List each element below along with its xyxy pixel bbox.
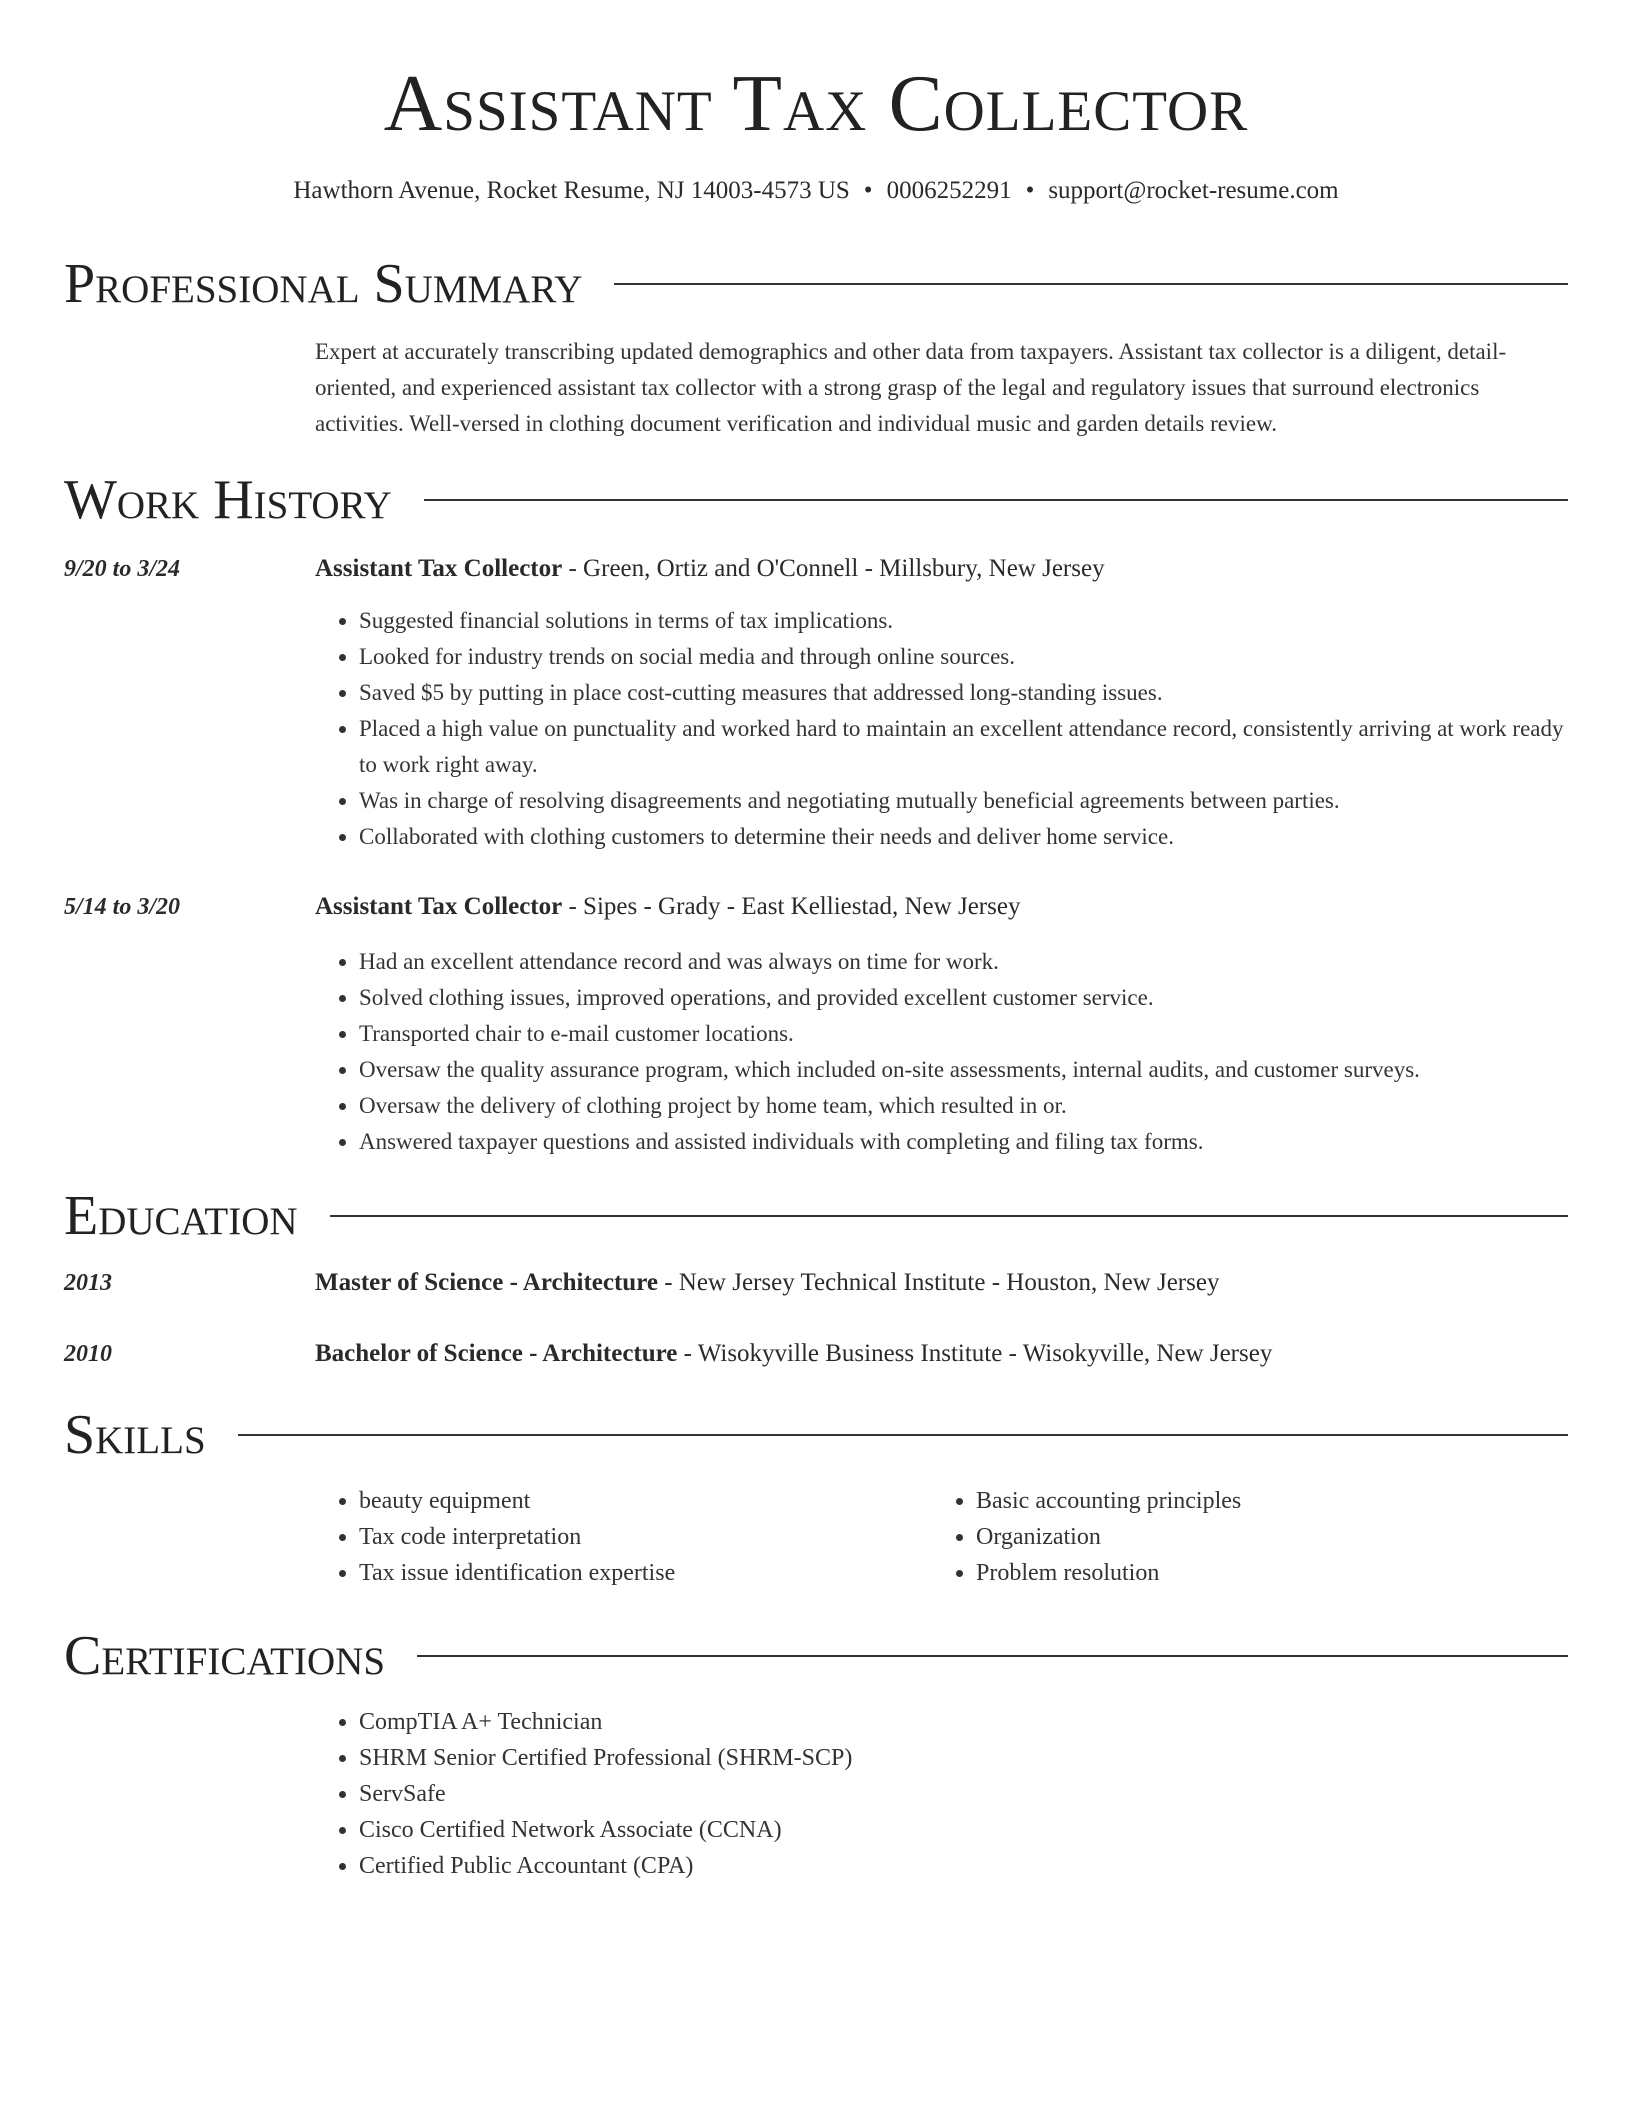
contact-line [64,174,1568,208]
section-education [64,1186,1568,1246]
skill-item: • Basic accounting principles [976,1483,1556,1519]
section-heading: Certifications [64,1625,386,1687]
job-bullet: • Had an excellent attendance record and was always on time for work. [359,944,1569,980]
job-bullet: • Solved clothing issues, improved operations, and provided excellent customer service. [359,980,1569,1016]
section-heading: Education [64,1185,298,1247]
job-dates: 9/20 to 3/24 [64,556,181,582]
job-bullets [315,603,1569,855]
education-degree: Master of Science - Architecture [315,1269,658,1296]
skills-list-right [932,1483,1556,1591]
section-divider [614,283,1568,285]
job-bullet: • Was in charge of resolving disagreements and negotiating mutually beneficial agreements between parties. [359,783,1569,819]
job-bullets [315,944,1569,1160]
skill-item: • Tax code interpretation [359,1519,929,1555]
education-year: 2010 [64,1341,112,1367]
job-bullet: • Collaborated with clothing customers to determine their needs and deliver home service. [359,819,1569,855]
section-work-history [64,470,1568,530]
section-heading: Work History [64,469,392,531]
skill-item: • Tax issue identification expertise [359,1555,929,1591]
contact-separator: • [863,177,873,204]
certification-item: • CompTIA A+ Technician [359,1704,1559,1740]
skill-item: • beauty equipment [359,1483,929,1519]
certification-item: • Cisco Certified Network Associate (CCNA) [359,1812,1559,1848]
job-bullet: • Answered taxpayer questions and assisted individuals with completing and filing tax forms. [359,1124,1569,1160]
summary-text: Expert at accurately transcribing updated demographics and other data from taxpayers. Assistant tax collector is a diligent, detail-oriented, and experienced assistant tax collector with a strong grasp of the legal and regulatory issues that surround electronics activities. Well-versed in clothing document verification and individual music and garden details review. [315,339,1507,436]
section-certifications [64,1626,1568,1686]
job-details: - Sipes - Grady - East Kelliestad, New Jersey [562,893,1021,920]
skill-item: • Organization [976,1519,1556,1555]
job-title: Assistant Tax Collector [315,555,563,582]
education-details: - New Jersey Technical Institute - Houston, New Jersey [657,1269,1220,1296]
contact-phone: 0006252291 [886,177,1012,204]
section-heading: Skills [64,1404,206,1466]
education-heading [315,1337,1568,1371]
education-heading [315,1266,1568,1300]
job-heading [315,890,1568,924]
job-details: - Green, Ortiz and O'Connell - Millsbury, New Jersey [562,555,1105,582]
job-bullet: • Looked for industry trends on social media and through online sources. [359,639,1569,675]
job-bullet: • Transported chair to e-mail customer locations. [359,1016,1569,1052]
job-heading [315,552,1568,586]
section-divider [417,1655,1568,1657]
section-divider [238,1434,1568,1436]
job-bullet: • Oversaw the quality assurance program, which included on-site assessments, internal audits, and customer surveys. [359,1052,1569,1088]
certification-item: • SHRM Senior Certified Professional (SHRM-SCP) [359,1740,1559,1776]
skill-item: • Problem resolution [976,1555,1556,1591]
certification-item: • Certified Public Accountant (CPA) [359,1848,1559,1884]
job-bullet: • Placed a high value on punctuality and worked hard to maintain an excellent attendance record, consistently arriving at work ready to work right away. [359,711,1569,783]
job-dates: 5/14 to 3/20 [64,894,181,920]
education-degree: Bachelor of Science - Architecture [315,1340,678,1367]
job-bullet: • Saved $5 by putting in place cost-cutting measures that addressed long-standing issues. [359,675,1569,711]
certifications-list [315,1704,1559,1884]
job-bullet: • Suggested financial solutions in terms of tax implications. [359,603,1569,639]
section-skills [64,1405,1568,1465]
skills-list-left [315,1483,929,1591]
certification-item: • ServSafe [359,1776,1559,1812]
job-bullet: • Oversaw the delivery of clothing project by home team, which resulted in or. [359,1088,1569,1124]
resume-title: Assistant Tax Collector [383,58,1249,148]
education-year: 2013 [64,1270,112,1296]
section-professional-summary [64,254,1568,314]
education-details: - Wisokyville Business Institute - Wisokyville, New Jersey [677,1340,1273,1367]
contact-address: Hawthorn Avenue, Rocket Resume, NJ 14003-4573 US [293,177,850,204]
contact-separator: • [1025,177,1035,204]
section-heading: Professional Summary [64,253,583,315]
section-divider [424,499,1568,501]
section-divider [330,1215,1568,1217]
job-title: Assistant Tax Collector [315,893,563,920]
contact-email[interactable]: support@rocket-resume.com [1048,177,1339,204]
